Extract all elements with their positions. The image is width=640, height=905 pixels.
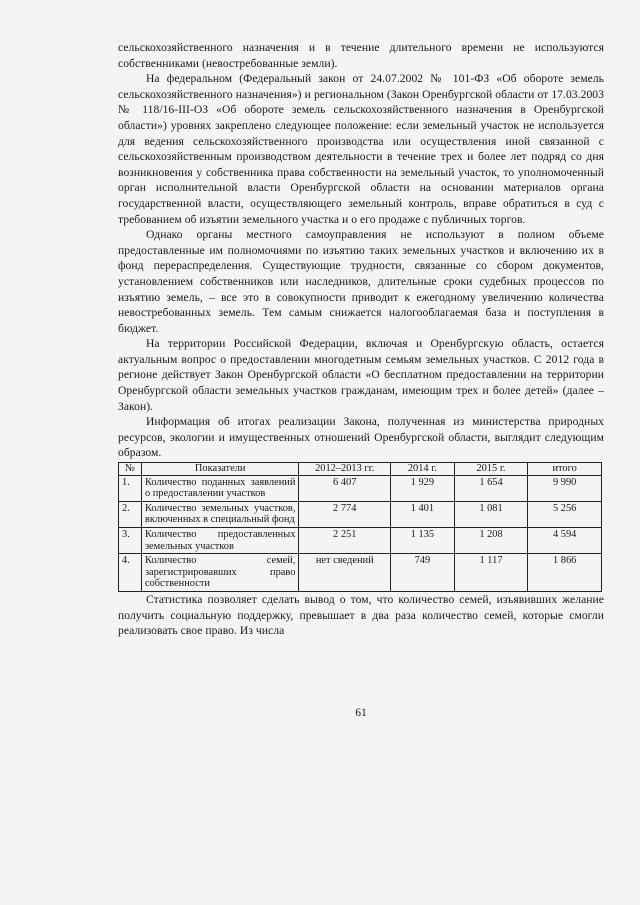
header-number: № (119, 463, 142, 476)
value-total: 9 990 (528, 475, 602, 501)
header-indicator: Показатели (141, 463, 298, 476)
page-number: 61 (355, 706, 367, 719)
row-indicator: Количество семей, зарегистрировавших право собственности (141, 554, 298, 592)
conclusion-text (118, 592, 604, 639)
table-row (119, 554, 602, 592)
row-number: 2. (119, 501, 142, 527)
value-2012-2013: 2 774 (299, 501, 391, 527)
value-total: 1 866 (528, 554, 602, 592)
value-2012-2013: 2 251 (299, 528, 391, 554)
body-text (118, 40, 604, 461)
row-indicator: Количество предоставленных земельных участков (141, 528, 298, 554)
value-2012-2013: 6 407 (299, 475, 391, 501)
value-total: 4 594 (528, 528, 602, 554)
value-2015: 1 208 (454, 528, 528, 554)
paragraph-1: сельскохозяйственного назначения и в течение длительного времени не используются собственниками (невостребованные земли). (118, 41, 604, 70)
header-2012-2013: 2012–2013 гг. (299, 463, 391, 476)
row-indicator: Количество поданных заявлений о предоставлении участков (141, 475, 298, 501)
paragraph-2: На федеральном (Федеральный закон от 24.07.2002 № 101-ФЗ «Об обороте земель сельскохозяйственного назначения») и региональном (Закон Оренбургской области от 17.03.2003 № 118/16-III-ОЗ «Об обороте земель сельскохозяйственного назначения в Оренбургской области») уровнях закреплено следующее положение: если земельный участок не используется для ведения сельскохозяйственного производства или осуществления иной связанной с сельскохозяйственным производством деятельности в течение трех и более лет подряд со дня возникновения у собственника права собственности на земельный участок, то уполномоченный орган исполнительной власти Оренбургской области на основании материалов органа государственной власти, осуществляющего земельный контроль, вправе обратиться в суд с требованием об изъятии земельного участка и о его продаже с публичных торгов. (118, 72, 604, 226)
value-2014: 1 929 (391, 475, 455, 501)
value-2014: 749 (391, 554, 455, 592)
table-row (119, 501, 602, 527)
row-number: 1. (119, 475, 142, 501)
header-2014: 2014 г. (391, 463, 455, 476)
paragraph-3: Однако органы местного самоуправления не используют в полном объеме предоставленные им полномочиями по изъятию таких земельных участков и включению их в фонд перераспределения. Существующие трудности, связанные со сбором документов, установлением собственников или наследников, длительные сроки судебных процессов по изъятию земель, – все это в совокупности приводит к ежегодному увеличению количества невостребованных земель. Тем самым снижается налогооблагаемая база и поступления в бюджет. (118, 228, 604, 335)
statistics-table (118, 462, 602, 592)
header-2015: 2015 г. (454, 463, 528, 476)
value-2012-2013: нет сведений (299, 554, 391, 592)
header-total: итого (528, 463, 602, 476)
table-header-row (119, 463, 602, 476)
value-2014: 1 135 (391, 528, 455, 554)
value-total: 5 256 (528, 501, 602, 527)
table-row (119, 528, 602, 554)
row-number: 4. (119, 554, 142, 592)
value-2015: 1 117 (454, 554, 528, 592)
value-2014: 1 401 (391, 501, 455, 527)
paragraph-5: Информация об итогах реализации Закона, полученная из министерства природных ресурсов, экологии и имущественных отношений Оренбургской области, выглядит следующим образом. (118, 415, 604, 460)
row-number: 3. (119, 528, 142, 554)
row-indicator: Количество земельных участков, включенных в специальный фонд (141, 501, 298, 527)
paragraph-4: На территории Российской Федерации, включая и Оренбургскую область, остается актуальным вопрос о предоставлении многодетным семьям земельных участков. С 2012 года в регионе действует Закон Оренбургской области «О бесплатном предоставлении на территории Оренбургской области земельных участков гражданам, имеющим трех и более детей» (далее – Закон). (118, 337, 604, 413)
value-2015: 1 081 (454, 501, 528, 527)
value-2015: 1 654 (454, 475, 528, 501)
paragraph-6: Статистика позволяет сделать вывод о том, что количество семей, изъявивших желание получить социальную поддержку, превышает в два раза количество семей, которые смогли реализовать свое право. Из числа (118, 592, 604, 638)
table-row (119, 475, 602, 501)
